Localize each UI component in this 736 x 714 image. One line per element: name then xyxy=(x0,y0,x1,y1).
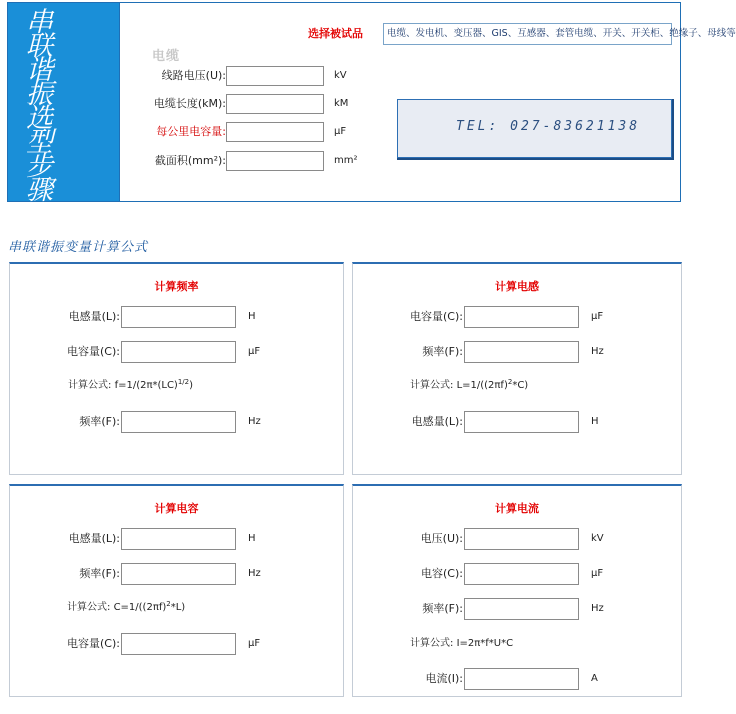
frequency-panel-title: 计算频率 xyxy=(154,280,199,293)
cur-formula xyxy=(410,636,513,652)
cross-section-input[interactable] xyxy=(226,151,324,171)
cur-formula-prefix: 计算公式: xyxy=(410,638,454,649)
cur-result-label: 电流(I): xyxy=(425,672,463,685)
freq-formula-end: ) xyxy=(189,380,194,391)
current-calculator-panel xyxy=(352,484,682,697)
cap-frequency-unit: Hz xyxy=(248,568,261,579)
formula-section-title: 串联谐振变量计算公式 xyxy=(8,240,149,255)
cable-section-title: 电缆 xyxy=(152,49,181,64)
cap-result-label: 电容量(C): xyxy=(67,637,120,650)
cable-length-label: 电缆长度(kM): xyxy=(153,97,226,110)
cap-result-unit: μF xyxy=(248,638,261,649)
cap-formula-end: *L) xyxy=(170,602,186,613)
cross-section-label: 截面积(mm²): xyxy=(154,154,226,167)
freq-inductance-unit: H xyxy=(248,311,256,322)
ind-capacitance-input[interactable] xyxy=(464,306,579,328)
cur-capacitance-unit: μF xyxy=(591,568,604,579)
cap-formula-prefix: 计算公式: xyxy=(67,602,111,613)
cable-length-input[interactable] xyxy=(226,94,324,114)
cable-length-unit: kM xyxy=(334,98,349,109)
cur-frequency-input[interactable] xyxy=(464,598,579,620)
contact-phone-box xyxy=(397,99,672,158)
cur-voltage-label: 电压(U): xyxy=(420,532,463,545)
cur-frequency-unit: Hz xyxy=(591,603,604,614)
ind-frequency-input[interactable] xyxy=(464,341,579,363)
freq-capacitance-label: 电容量(C): xyxy=(67,345,120,358)
freq-formula xyxy=(68,378,193,394)
inductance-calculator-panel xyxy=(352,262,682,475)
cap-frequency-input[interactable] xyxy=(121,563,236,585)
freq-result-unit: Hz xyxy=(248,416,261,427)
specimen-type-button[interactable]: 电缆、发电机、变压器、GIS、互感器、套管电缆、开关、开关柜、绝缘子、母线等 xyxy=(383,23,672,45)
ind-formula xyxy=(410,378,528,394)
cur-frequency-label: 频率(F): xyxy=(422,602,463,615)
freq-result-label: 频率(F): xyxy=(79,415,120,428)
freq-inductance-label: 电感量(L): xyxy=(68,310,120,323)
selection-panel xyxy=(7,2,736,206)
ind-result-input[interactable] xyxy=(464,411,579,433)
freq-inductance-input[interactable] xyxy=(121,306,236,328)
freq-formula-exponent: 1/2 xyxy=(177,378,190,386)
freq-result-input[interactable] xyxy=(121,411,236,433)
cur-voltage-unit: kV xyxy=(591,533,604,544)
cur-result-unit: A xyxy=(591,673,598,684)
current-panel-title: 计算电流 xyxy=(495,502,539,515)
cur-result-input[interactable] xyxy=(464,668,579,690)
cap-formula xyxy=(67,600,185,616)
capacitance-calculator-panel xyxy=(9,484,344,697)
line-voltage-unit: kV xyxy=(334,70,347,81)
cable-form-area xyxy=(119,3,736,201)
cur-capacitance-input[interactable] xyxy=(464,563,579,585)
contact-phone-text: TEL: 027-83621138 xyxy=(456,119,641,134)
ind-formula-exponent: 2 xyxy=(507,378,513,386)
capacitance-per-km-input[interactable] xyxy=(226,122,324,142)
ind-capacitance-label: 电容量(C): xyxy=(410,310,463,323)
ind-formula-end: *C) xyxy=(512,380,529,391)
capacitance-per-km-unit: μF xyxy=(334,126,347,137)
cap-inductance-unit: H xyxy=(248,533,256,544)
capacitance-panel-title: 计算电容 xyxy=(154,502,199,515)
ind-result-label: 电感量(L): xyxy=(411,415,463,428)
cap-formula-exponent: 2 xyxy=(166,600,171,608)
freq-capacitance-unit: μF xyxy=(248,346,261,357)
capacitance-per-km-label: 每公里电容量: xyxy=(156,125,226,138)
ind-capacitance-unit: μF xyxy=(591,311,604,322)
ind-formula-main: L=1/((2πf) xyxy=(456,380,508,391)
line-voltage-label: 线路电压(U): xyxy=(161,69,226,82)
cur-voltage-input[interactable] xyxy=(464,528,579,550)
cap-inductance-label: 电感量(L): xyxy=(68,532,120,545)
cur-formula-main: I=2π*f*U*C xyxy=(456,638,514,649)
line-voltage-input[interactable] xyxy=(226,66,324,86)
select-specimen-label: 选择被试品 xyxy=(308,27,363,40)
freq-formula-main: f=1/(2π*(LC) xyxy=(114,380,178,391)
ind-formula-prefix: 计算公式: xyxy=(410,380,454,391)
cap-result-input[interactable] xyxy=(121,633,236,655)
ind-result-unit: H xyxy=(591,416,599,427)
freq-capacitance-input[interactable] xyxy=(121,341,236,363)
side-banner xyxy=(8,3,119,206)
side-banner-title: 串联谐振选型步骤 xyxy=(26,7,53,206)
cur-capacitance-label: 电容(C): xyxy=(421,567,463,580)
cap-frequency-label: 频率(F): xyxy=(79,567,120,580)
inductance-panel-title: 计算电感 xyxy=(495,280,539,293)
ind-frequency-unit: Hz xyxy=(591,346,604,357)
ind-frequency-label: 频率(F): xyxy=(422,345,463,358)
freq-formula-prefix: 计算公式: xyxy=(68,380,112,391)
cap-formula-main: C=1/((2πf) xyxy=(113,602,167,613)
cap-inductance-input[interactable] xyxy=(121,528,236,550)
cross-section-unit: mm² xyxy=(334,155,358,166)
frequency-calculator-panel xyxy=(9,262,344,475)
